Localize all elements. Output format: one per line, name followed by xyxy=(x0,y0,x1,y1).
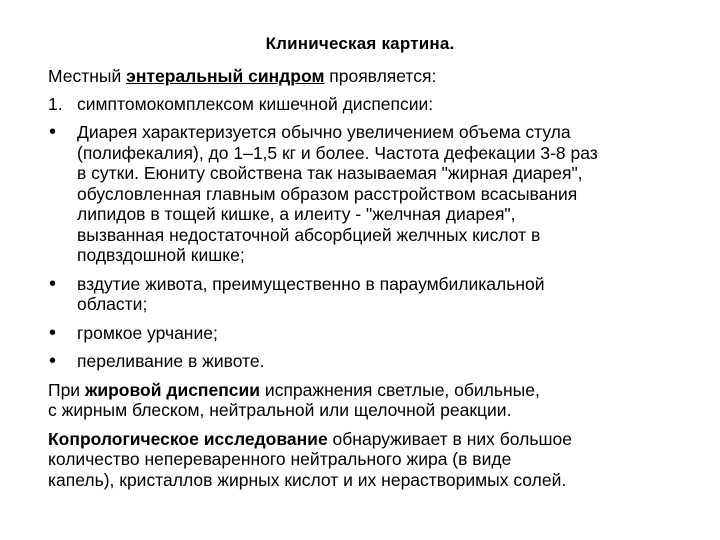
bullet-line: в сутки. Еюниту свойствена так называемая "жирная диарея", xyxy=(77,163,583,183)
coprology-paragraph xyxy=(48,429,688,491)
fat-dyspepsia-line-2: с жирным блеском, нейтральной или щелочной реакции. xyxy=(48,400,512,420)
bullet-line: (полифекалия), до 1–1,5 кг и более. Частота дефекации 3-8 раз xyxy=(77,142,598,163)
slide-title: Клиническая картина. xyxy=(265,34,455,53)
bullet-icon: • xyxy=(49,321,57,344)
bullet-line: подвздошной кишке; xyxy=(77,245,245,265)
bullet-item-bloating xyxy=(48,274,688,315)
coprology-line-3: капель), кристаллов жирных кислот и их нерастворимых солей. xyxy=(48,469,567,490)
coprology-term: Копрологическое исследование xyxy=(48,428,328,449)
fat-dyspepsia-before: При xyxy=(48,379,85,400)
intro-before: Местный xyxy=(48,66,127,86)
bullet-line: области; xyxy=(77,294,148,314)
bullet-item-diarrhea xyxy=(48,122,688,266)
fat-dyspepsia-term: жировой диспепсии xyxy=(84,379,261,400)
intro-paragraph xyxy=(48,66,688,87)
number-marker: 1. xyxy=(48,93,63,114)
bullet-line: вызванная недостаточной абсорбцией желчных кислот в xyxy=(77,224,541,245)
bullet-line: переливание в животе. xyxy=(77,351,265,371)
fat-dyspepsia-after: испражнения светлые, обильные, xyxy=(260,379,540,400)
bullet-line: вздутие живота, преимущественно в параумбиликальной xyxy=(77,273,545,294)
bullet-item-gurgling xyxy=(48,351,688,372)
bullet-line: громкое урчание; xyxy=(77,322,218,343)
coprology-after: обнаруживает в них большое xyxy=(327,428,572,449)
bullet-line: липидов в тощей кишке, а илеиту - "желчная диарея", xyxy=(77,204,516,224)
numbered-item xyxy=(48,94,688,115)
slide-content xyxy=(48,66,688,498)
numbered-text: симптомокомплексом кишечной диспепсии: xyxy=(77,93,434,114)
bullet-icon: • xyxy=(49,350,57,372)
bullet-icon: • xyxy=(49,121,57,143)
fat-dyspepsia-paragraph xyxy=(48,380,688,421)
bullet-item-rumbling xyxy=(48,323,688,344)
bullet-icon: • xyxy=(49,272,57,295)
enteral-syndrome-term: энтеральный синдром xyxy=(126,66,325,86)
bullet-line: обусловленная главным образом расстройством всасывания xyxy=(77,183,578,204)
coprology-line-1 xyxy=(48,428,688,450)
coprology-line-2: количество непереваренного нейтрального жира (в виде xyxy=(48,449,512,469)
bullet-line: Диарея характеризуется обычно увеличением объема стула xyxy=(77,122,571,142)
intro-after: проявляется: xyxy=(324,66,437,86)
fat-dyspepsia-line-1 xyxy=(48,379,688,401)
